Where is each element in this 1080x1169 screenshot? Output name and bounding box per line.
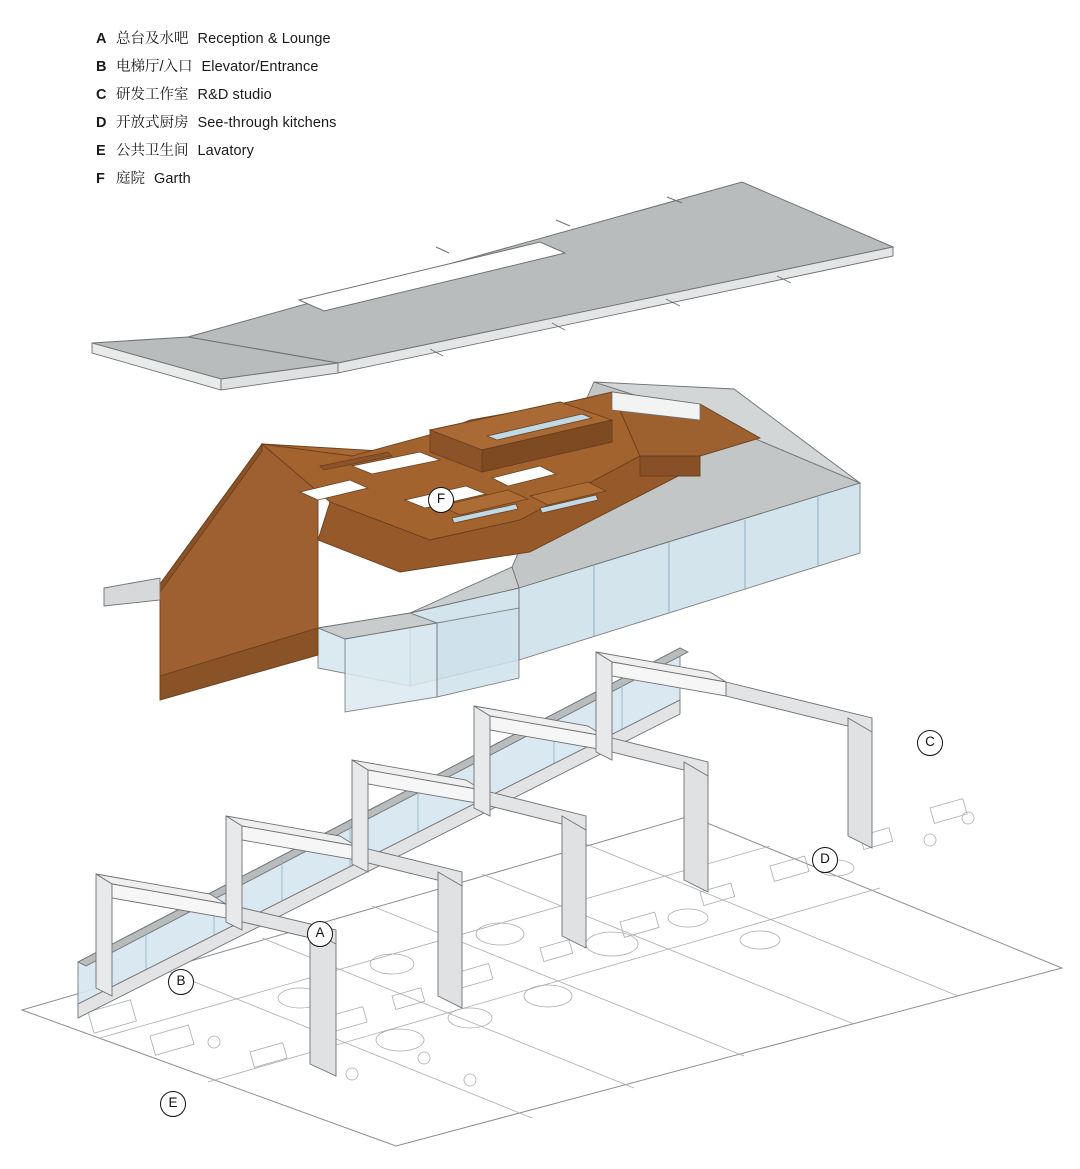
marker-b: B: [168, 969, 194, 995]
legend-label-en: R&D studio: [197, 86, 272, 103]
legend-key: E: [96, 142, 106, 159]
legend-key: B: [96, 58, 107, 75]
legend-label-cn: 开放式厨房: [116, 114, 189, 131]
timber-volume-layer: [104, 382, 860, 712]
legend-label-cn: 公共卫生间: [116, 142, 189, 159]
legend-label-en: Lavatory: [197, 142, 254, 159]
marker-f: F: [428, 487, 454, 513]
marker-d: D: [812, 847, 838, 873]
roof-slab-layer: [92, 182, 893, 390]
legend-key: A: [96, 31, 107, 47]
legend-key: C: [96, 86, 107, 103]
legend-label-en: Reception & Lounge: [197, 31, 331, 47]
legend-label-cn: 电梯厅/入口: [116, 58, 193, 75]
marker-a: A: [307, 921, 333, 947]
legend-key: F: [96, 170, 105, 187]
legend-label-en: Elevator/Entrance: [201, 58, 319, 75]
legend-key: D: [96, 114, 107, 131]
legend-label-cn: 研发工作室: [116, 86, 189, 103]
legend-label-cn: 总台及水吧: [116, 31, 189, 47]
legend-label-en: Garth: [154, 170, 191, 187]
legend-label-cn: 庭院: [116, 170, 145, 187]
legend-label-en: See-through kitchens: [197, 114, 337, 131]
structure-and-plan-layer: [22, 648, 1062, 1146]
marker-c: C: [917, 730, 943, 756]
marker-e: E: [160, 1091, 186, 1117]
